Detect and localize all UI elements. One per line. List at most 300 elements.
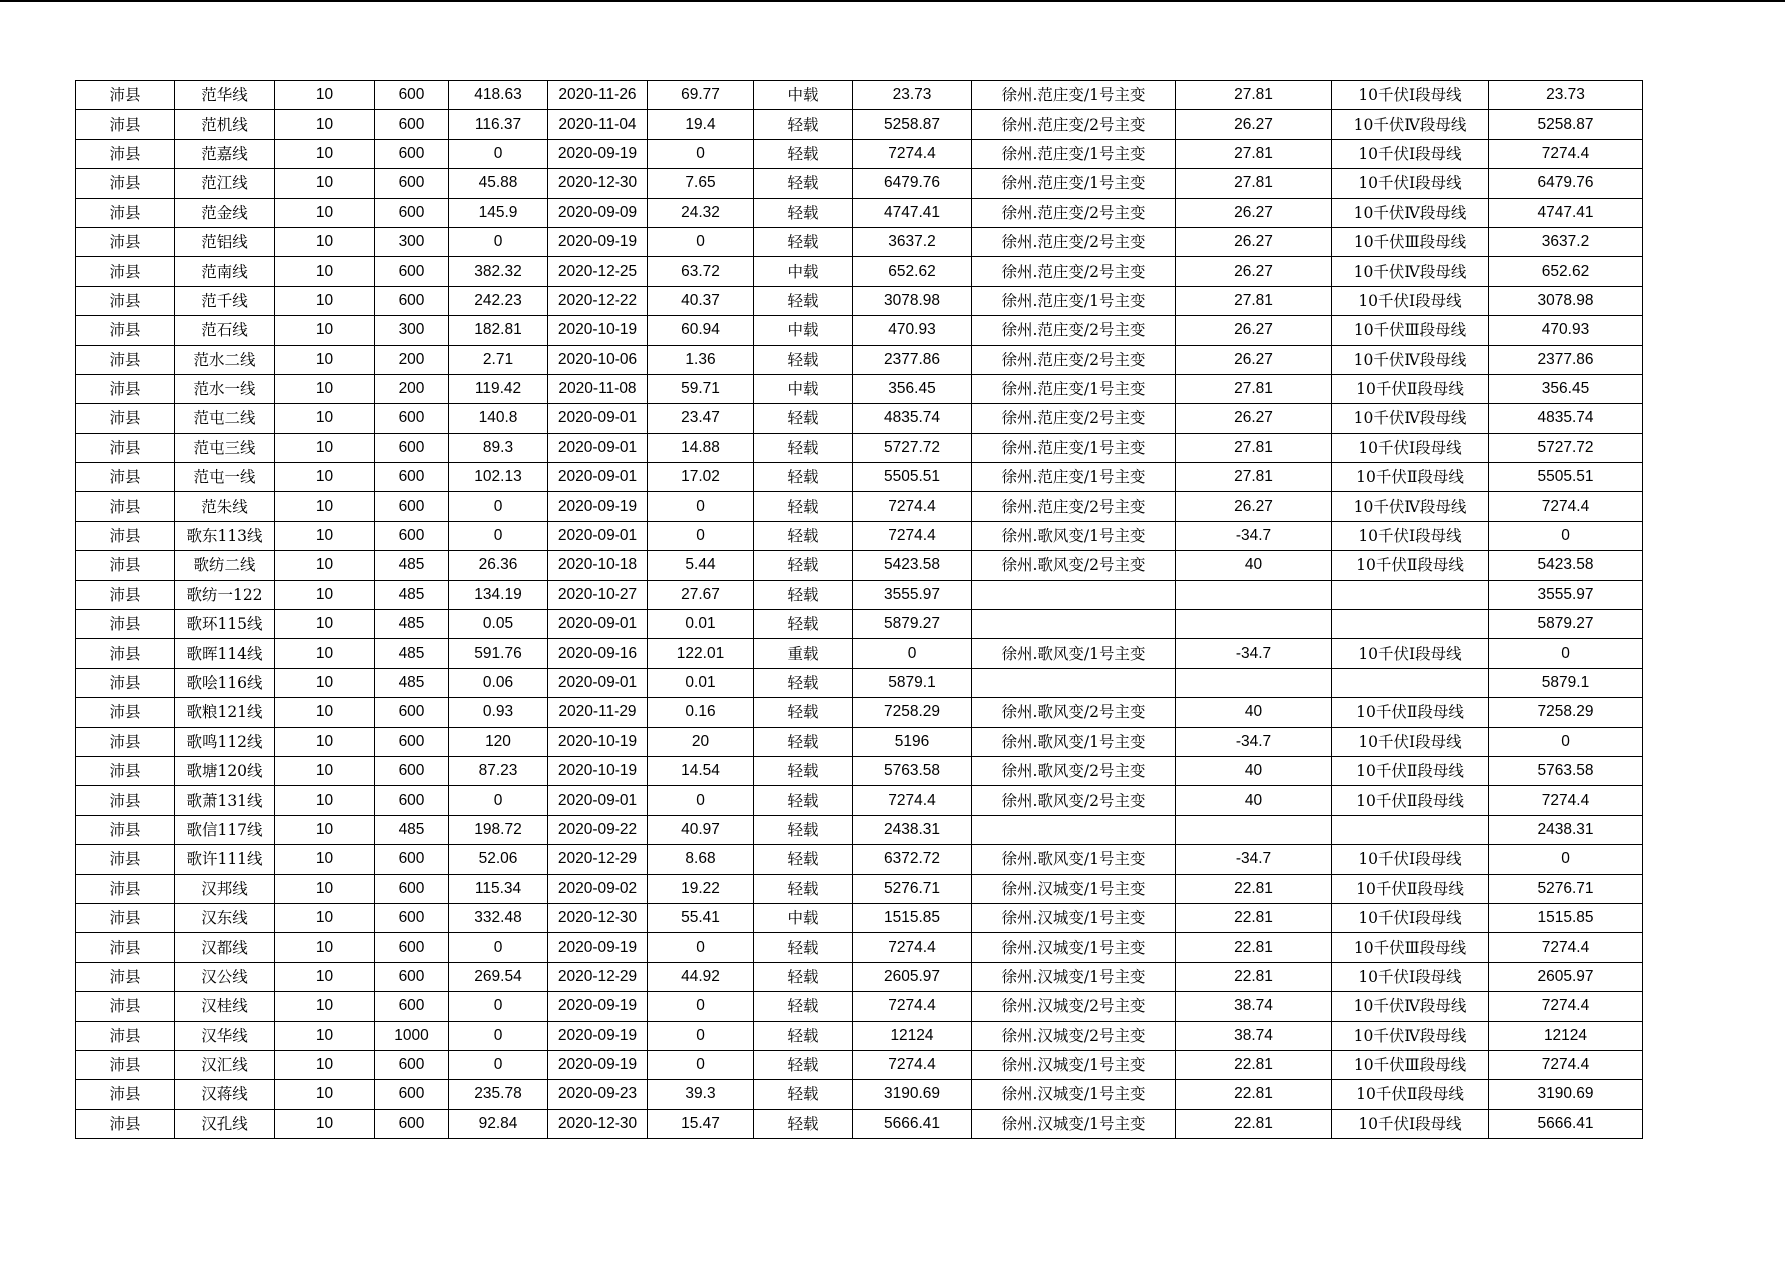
cell-substation — [972, 668, 1176, 697]
cell-max-current: 2.71 — [449, 345, 548, 374]
table-row — [76, 668, 1643, 697]
cell-available-capacity: 7274.4 — [853, 1050, 972, 1079]
cell-date: 2020-11-04 — [548, 110, 648, 139]
cell-rated-current: 485 — [375, 610, 449, 639]
cell-voltage: 10 — [275, 903, 375, 932]
cell-available-capacity: 5666.41 — [853, 1109, 972, 1138]
table-row — [76, 316, 1643, 345]
cell-load-status: 轻载 — [754, 1021, 853, 1050]
cell-line-name: 汉华线 — [175, 1021, 275, 1050]
table-row — [76, 463, 1643, 492]
cell-voltage: 10 — [275, 1080, 375, 1109]
cell-max-current: 52.06 — [449, 845, 548, 874]
cell-date: 2020-09-19 — [548, 139, 648, 168]
cell-rated-current: 600 — [375, 110, 449, 139]
cell-load-status: 轻载 — [754, 110, 853, 139]
cell-transformer-load-rate: -34.7 — [1176, 521, 1332, 550]
cell-feeder-capacity: 0 — [1489, 727, 1643, 756]
cell-available-capacity: 3555.97 — [853, 580, 972, 609]
table-row — [76, 727, 1643, 756]
cell-feeder-capacity: 7274.4 — [1489, 933, 1643, 962]
cell-transformer-load-rate: 27.81 — [1176, 286, 1332, 315]
cell-date: 2020-09-23 — [548, 1080, 648, 1109]
cell-load-status: 轻载 — [754, 698, 853, 727]
cell-voltage: 10 — [275, 992, 375, 1021]
cell-max-current: 182.81 — [449, 316, 548, 345]
cell-bus-section: 10千伏Ⅰ段母线 — [1332, 286, 1489, 315]
cell-available-capacity: 23.73 — [853, 81, 972, 110]
table-row — [76, 345, 1643, 374]
cell-rated-current: 300 — [375, 227, 449, 256]
cell-line-name: 歌许111线 — [175, 845, 275, 874]
cell-substation: 徐州.范庄变/1号主变 — [972, 169, 1176, 198]
cell-county: 沛县 — [76, 874, 175, 903]
cell-voltage: 10 — [275, 227, 375, 256]
cell-voltage: 10 — [275, 698, 375, 727]
cell-line-name: 范金线 — [175, 198, 275, 227]
cell-available-capacity: 6372.72 — [853, 845, 972, 874]
cell-feeder-capacity: 1515.85 — [1489, 903, 1643, 932]
cell-load-status: 轻载 — [754, 610, 853, 639]
cell-max-current: 0 — [449, 492, 548, 521]
cell-rated-current: 600 — [375, 286, 449, 315]
cell-date: 2020-12-30 — [548, 903, 648, 932]
cell-load-status: 轻载 — [754, 1109, 853, 1138]
cell-max-current: 332.48 — [449, 903, 548, 932]
cell-feeder-capacity: 3555.97 — [1489, 580, 1643, 609]
cell-rated-current: 600 — [375, 1080, 449, 1109]
cell-rated-current: 600 — [375, 786, 449, 815]
cell-voltage: 10 — [275, 639, 375, 668]
cell-transformer-load-rate: 40 — [1176, 698, 1332, 727]
cell-transformer-load-rate: 26.27 — [1176, 257, 1332, 286]
cell-load-rate: 27.67 — [648, 580, 754, 609]
cell-date: 2020-09-09 — [548, 198, 648, 227]
cell-available-capacity: 5879.1 — [853, 668, 972, 697]
cell-available-capacity: 3078.98 — [853, 286, 972, 315]
cell-load-rate: 7.65 — [648, 169, 754, 198]
cell-transformer-load-rate — [1176, 815, 1332, 844]
cell-line-name: 范屯一线 — [175, 463, 275, 492]
cell-substation: 徐州.范庄变/2号主变 — [972, 198, 1176, 227]
cell-load-status: 轻载 — [754, 1050, 853, 1079]
cell-feeder-capacity: 2605.97 — [1489, 962, 1643, 991]
cell-rated-current: 1000 — [375, 1021, 449, 1050]
cell-load-status: 轻载 — [754, 1080, 853, 1109]
cell-substation: 徐州.汉城变/2号主变 — [972, 1021, 1176, 1050]
cell-voltage: 10 — [275, 962, 375, 991]
cell-line-name: 歌纺二线 — [175, 551, 275, 580]
cell-county: 沛县 — [76, 139, 175, 168]
cell-county: 沛县 — [76, 316, 175, 345]
cell-load-rate: 40.97 — [648, 815, 754, 844]
cell-line-name: 歌环115线 — [175, 610, 275, 639]
cell-available-capacity: 652.62 — [853, 257, 972, 286]
cell-rated-current: 600 — [375, 756, 449, 785]
cell-transformer-load-rate: 27.81 — [1176, 433, 1332, 462]
cell-transformer-load-rate — [1176, 580, 1332, 609]
cell-bus-section: 10千伏Ⅳ段母线 — [1332, 1021, 1489, 1050]
cell-feeder-capacity: 5258.87 — [1489, 110, 1643, 139]
cell-line-name: 歌纺一122 — [175, 580, 275, 609]
cell-substation: 徐州.汉城变/2号主变 — [972, 992, 1176, 1021]
cell-load-rate: 63.72 — [648, 257, 754, 286]
cell-available-capacity: 5276.71 — [853, 874, 972, 903]
cell-available-capacity: 7274.4 — [853, 139, 972, 168]
cell-rated-current: 600 — [375, 1050, 449, 1079]
cell-substation: 徐州.范庄变/2号主变 — [972, 257, 1176, 286]
cell-county: 沛县 — [76, 727, 175, 756]
cell-load-status: 中载 — [754, 81, 853, 110]
feeder-load-table — [75, 80, 1643, 1139]
cell-load-rate: 19.22 — [648, 874, 754, 903]
cell-date: 2020-12-30 — [548, 1109, 648, 1138]
cell-load-status: 轻载 — [754, 668, 853, 697]
cell-substation: 徐州.歌风变/1号主变 — [972, 727, 1176, 756]
cell-load-status: 重载 — [754, 639, 853, 668]
cell-voltage: 10 — [275, 521, 375, 550]
cell-line-name: 范朱线 — [175, 492, 275, 521]
cell-county: 沛县 — [76, 492, 175, 521]
cell-load-status: 轻载 — [754, 580, 853, 609]
table-row — [76, 81, 1643, 110]
cell-feeder-capacity: 7274.4 — [1489, 786, 1643, 815]
cell-load-status: 轻载 — [754, 756, 853, 785]
cell-available-capacity: 2605.97 — [853, 962, 972, 991]
cell-bus-section: 10千伏Ⅳ段母线 — [1332, 110, 1489, 139]
cell-load-rate: 14.54 — [648, 756, 754, 785]
cell-county: 沛县 — [76, 845, 175, 874]
cell-load-status: 轻载 — [754, 169, 853, 198]
cell-voltage: 10 — [275, 286, 375, 315]
table-row — [76, 815, 1643, 844]
cell-rated-current: 600 — [375, 81, 449, 110]
cell-max-current: 198.72 — [449, 815, 548, 844]
cell-max-current: 242.23 — [449, 286, 548, 315]
cell-load-rate: 0 — [648, 139, 754, 168]
cell-voltage: 10 — [275, 169, 375, 198]
cell-load-status: 轻载 — [754, 933, 853, 962]
cell-feeder-capacity: 7274.4 — [1489, 992, 1643, 1021]
cell-rated-current: 600 — [375, 404, 449, 433]
cell-max-current: 92.84 — [449, 1109, 548, 1138]
cell-max-current: 0 — [449, 227, 548, 256]
cell-date: 2020-09-01 — [548, 610, 648, 639]
cell-county: 沛县 — [76, 227, 175, 256]
cell-feeder-capacity: 3078.98 — [1489, 286, 1643, 315]
cell-voltage: 10 — [275, 374, 375, 403]
cell-feeder-capacity: 7274.4 — [1489, 1050, 1643, 1079]
cell-date: 2020-10-19 — [548, 727, 648, 756]
cell-voltage: 10 — [275, 874, 375, 903]
cell-max-current: 0 — [449, 521, 548, 550]
cell-load-rate: 59.71 — [648, 374, 754, 403]
cell-available-capacity: 7274.4 — [853, 786, 972, 815]
cell-bus-section — [1332, 580, 1489, 609]
cell-date: 2020-11-08 — [548, 374, 648, 403]
cell-rated-current: 600 — [375, 845, 449, 874]
cell-max-current: 89.3 — [449, 433, 548, 462]
cell-load-status: 轻载 — [754, 139, 853, 168]
cell-county: 沛县 — [76, 639, 175, 668]
cell-rated-current: 485 — [375, 580, 449, 609]
cell-bus-section: 10千伏Ⅲ段母线 — [1332, 316, 1489, 345]
cell-transformer-load-rate: 22.81 — [1176, 962, 1332, 991]
cell-date: 2020-09-19 — [548, 992, 648, 1021]
cell-voltage: 10 — [275, 492, 375, 521]
cell-county: 沛县 — [76, 345, 175, 374]
cell-substation: 徐州.歌风变/2号主变 — [972, 786, 1176, 815]
cell-date: 2020-09-19 — [548, 1021, 648, 1050]
cell-voltage: 10 — [275, 345, 375, 374]
table-row — [76, 962, 1643, 991]
cell-line-name: 汉公线 — [175, 962, 275, 991]
cell-load-rate: 5.44 — [648, 551, 754, 580]
cell-line-name: 歌哙116线 — [175, 668, 275, 697]
cell-substation: 徐州.汉城变/1号主变 — [972, 962, 1176, 991]
table-row — [76, 698, 1643, 727]
cell-line-name: 汉孔线 — [175, 1109, 275, 1138]
cell-bus-section — [1332, 815, 1489, 844]
cell-line-name: 汉桂线 — [175, 992, 275, 1021]
table-row — [76, 492, 1643, 521]
cell-date: 2020-09-19 — [548, 933, 648, 962]
cell-line-name: 范屯三线 — [175, 433, 275, 462]
cell-substation: 徐州.汉城变/1号主变 — [972, 874, 1176, 903]
table-row — [76, 551, 1643, 580]
table-row — [76, 580, 1643, 609]
cell-transformer-load-rate: 26.27 — [1176, 198, 1332, 227]
table-row — [76, 227, 1643, 256]
cell-county: 沛县 — [76, 433, 175, 462]
cell-available-capacity: 5763.58 — [853, 756, 972, 785]
cell-load-rate: 24.32 — [648, 198, 754, 227]
cell-available-capacity: 5423.58 — [853, 551, 972, 580]
cell-transformer-load-rate: 27.81 — [1176, 139, 1332, 168]
cell-rated-current: 600 — [375, 463, 449, 492]
cell-county: 沛县 — [76, 756, 175, 785]
cell-feeder-capacity: 5879.27 — [1489, 610, 1643, 639]
cell-county: 沛县 — [76, 1080, 175, 1109]
cell-available-capacity: 4835.74 — [853, 404, 972, 433]
cell-voltage: 10 — [275, 756, 375, 785]
cell-rated-current: 485 — [375, 668, 449, 697]
cell-date: 2020-10-06 — [548, 345, 648, 374]
cell-date: 2020-12-29 — [548, 845, 648, 874]
cell-transformer-load-rate — [1176, 610, 1332, 639]
cell-substation: 徐州.范庄变/1号主变 — [972, 433, 1176, 462]
cell-transformer-load-rate: 40 — [1176, 756, 1332, 785]
cell-date: 2020-09-19 — [548, 227, 648, 256]
table-row — [76, 374, 1643, 403]
cell-substation: 徐州.歌风变/2号主变 — [972, 551, 1176, 580]
cell-rated-current: 200 — [375, 345, 449, 374]
cell-available-capacity: 3637.2 — [853, 227, 972, 256]
cell-county: 沛县 — [76, 962, 175, 991]
cell-load-rate: 44.92 — [648, 962, 754, 991]
cell-feeder-capacity: 0 — [1489, 639, 1643, 668]
cell-bus-section: 10千伏Ⅰ段母线 — [1332, 433, 1489, 462]
cell-substation: 徐州.范庄变/1号主变 — [972, 374, 1176, 403]
cell-available-capacity: 5196 — [853, 727, 972, 756]
cell-feeder-capacity: 3637.2 — [1489, 227, 1643, 256]
table-row — [76, 110, 1643, 139]
table-row — [76, 257, 1643, 286]
cell-voltage: 10 — [275, 727, 375, 756]
cell-feeder-capacity: 5505.51 — [1489, 463, 1643, 492]
cell-feeder-capacity: 5879.1 — [1489, 668, 1643, 697]
cell-bus-section: 10千伏Ⅳ段母线 — [1332, 198, 1489, 227]
cell-transformer-load-rate: 26.27 — [1176, 227, 1332, 256]
cell-bus-section: 10千伏Ⅰ段母线 — [1332, 639, 1489, 668]
cell-substation: 徐州.范庄变/1号主变 — [972, 139, 1176, 168]
cell-county: 沛县 — [76, 698, 175, 727]
cell-load-status: 轻载 — [754, 198, 853, 227]
cell-load-status: 轻载 — [754, 845, 853, 874]
cell-line-name: 汉东线 — [175, 903, 275, 932]
cell-rated-current: 600 — [375, 874, 449, 903]
cell-date: 2020-09-01 — [548, 463, 648, 492]
cell-date: 2020-09-01 — [548, 521, 648, 550]
cell-load-status: 轻载 — [754, 551, 853, 580]
table-row — [76, 903, 1643, 932]
cell-load-rate: 0 — [648, 933, 754, 962]
cell-voltage: 10 — [275, 551, 375, 580]
cell-transformer-load-rate: 22.81 — [1176, 933, 1332, 962]
cell-transformer-load-rate: 27.81 — [1176, 374, 1332, 403]
cell-load-rate: 69.77 — [648, 81, 754, 110]
cell-max-current: 102.13 — [449, 463, 548, 492]
cell-transformer-load-rate: 26.27 — [1176, 345, 1332, 374]
cell-load-status: 轻载 — [754, 227, 853, 256]
cell-transformer-load-rate: 38.74 — [1176, 992, 1332, 1021]
cell-date: 2020-10-19 — [548, 316, 648, 345]
cell-county: 沛县 — [76, 933, 175, 962]
cell-line-name: 汉汇线 — [175, 1050, 275, 1079]
table-row — [76, 1080, 1643, 1109]
cell-rated-current: 300 — [375, 316, 449, 345]
table-row — [76, 139, 1643, 168]
cell-bus-section: 10千伏Ⅰ段母线 — [1332, 727, 1489, 756]
cell-voltage: 10 — [275, 139, 375, 168]
cell-load-status: 中载 — [754, 903, 853, 932]
table-row — [76, 433, 1643, 462]
table-row — [76, 198, 1643, 227]
cell-voltage: 10 — [275, 580, 375, 609]
cell-transformer-load-rate: 27.81 — [1176, 463, 1332, 492]
cell-max-current: 134.19 — [449, 580, 548, 609]
cell-county: 沛县 — [76, 404, 175, 433]
table-row — [76, 286, 1643, 315]
cell-max-current: 45.88 — [449, 169, 548, 198]
cell-voltage: 10 — [275, 1021, 375, 1050]
cell-load-rate: 15.47 — [648, 1109, 754, 1138]
table-row — [76, 786, 1643, 815]
cell-feeder-capacity: 5763.58 — [1489, 756, 1643, 785]
cell-transformer-load-rate: 26.27 — [1176, 316, 1332, 345]
table-row — [76, 1109, 1643, 1138]
table-row — [76, 874, 1643, 903]
cell-available-capacity: 7274.4 — [853, 992, 972, 1021]
cell-substation: 徐州.汉城变/1号主变 — [972, 903, 1176, 932]
cell-max-current: 269.54 — [449, 962, 548, 991]
cell-available-capacity: 5258.87 — [853, 110, 972, 139]
cell-bus-section: 10千伏Ⅱ段母线 — [1332, 874, 1489, 903]
cell-transformer-load-rate: 22.81 — [1176, 874, 1332, 903]
cell-available-capacity: 7274.4 — [853, 492, 972, 521]
cell-voltage: 10 — [275, 845, 375, 874]
cell-substation: 徐州.歌风变/1号主变 — [972, 639, 1176, 668]
cell-bus-section: 10千伏Ⅰ段母线 — [1332, 169, 1489, 198]
cell-rated-current: 600 — [375, 933, 449, 962]
cell-transformer-load-rate: -34.7 — [1176, 639, 1332, 668]
cell-load-status: 轻载 — [754, 521, 853, 550]
cell-line-name: 歌鸣112线 — [175, 727, 275, 756]
cell-line-name: 歌粮121线 — [175, 698, 275, 727]
cell-substation: 徐州.歌风变/2号主变 — [972, 698, 1176, 727]
cell-voltage: 10 — [275, 668, 375, 697]
cell-substation: 徐州.汉城变/1号主变 — [972, 1080, 1176, 1109]
cell-available-capacity: 2438.31 — [853, 815, 972, 844]
cell-rated-current: 600 — [375, 1109, 449, 1138]
cell-transformer-load-rate: 22.81 — [1176, 1050, 1332, 1079]
cell-substation — [972, 610, 1176, 639]
cell-load-status: 中载 — [754, 257, 853, 286]
cell-rated-current: 600 — [375, 492, 449, 521]
cell-feeder-capacity: 4747.41 — [1489, 198, 1643, 227]
cell-substation: 徐州.歌风变/1号主变 — [972, 521, 1176, 550]
cell-transformer-load-rate: 22.81 — [1176, 1109, 1332, 1138]
cell-voltage: 10 — [275, 1109, 375, 1138]
cell-rated-current: 600 — [375, 169, 449, 198]
cell-bus-section: 10千伏Ⅲ段母线 — [1332, 227, 1489, 256]
cell-max-current: 26.36 — [449, 551, 548, 580]
cell-max-current: 0.05 — [449, 610, 548, 639]
cell-bus-section: 10千伏Ⅲ段母线 — [1332, 1050, 1489, 1079]
table-body — [76, 81, 1643, 1139]
cell-date: 2020-09-19 — [548, 1050, 648, 1079]
cell-date: 2020-09-01 — [548, 433, 648, 462]
cell-load-status: 轻载 — [754, 433, 853, 462]
cell-transformer-load-rate: 40 — [1176, 786, 1332, 815]
cell-voltage: 10 — [275, 463, 375, 492]
cell-load-status: 轻载 — [754, 992, 853, 1021]
cell-transformer-load-rate: 26.27 — [1176, 492, 1332, 521]
cell-bus-section: 10千伏Ⅰ段母线 — [1332, 521, 1489, 550]
cell-voltage: 10 — [275, 404, 375, 433]
cell-available-capacity: 7274.4 — [853, 521, 972, 550]
cell-load-rate: 8.68 — [648, 845, 754, 874]
cell-max-current: 0.93 — [449, 698, 548, 727]
cell-transformer-load-rate: 38.74 — [1176, 1021, 1332, 1050]
cell-date: 2020-12-30 — [548, 169, 648, 198]
cell-voltage: 10 — [275, 433, 375, 462]
cell-load-rate: 0 — [648, 521, 754, 550]
cell-feeder-capacity: 5727.72 — [1489, 433, 1643, 462]
cell-rated-current: 200 — [375, 374, 449, 403]
table-row — [76, 845, 1643, 874]
cell-rated-current: 600 — [375, 962, 449, 991]
cell-load-status: 轻载 — [754, 286, 853, 315]
cell-line-name: 范水一线 — [175, 374, 275, 403]
cell-available-capacity: 6479.76 — [853, 169, 972, 198]
cell-date: 2020-11-26 — [548, 81, 648, 110]
cell-max-current: 235.78 — [449, 1080, 548, 1109]
cell-substation: 徐州.范庄变/2号主变 — [972, 404, 1176, 433]
cell-date: 2020-09-02 — [548, 874, 648, 903]
cell-load-rate: 60.94 — [648, 316, 754, 345]
cell-voltage: 10 — [275, 815, 375, 844]
